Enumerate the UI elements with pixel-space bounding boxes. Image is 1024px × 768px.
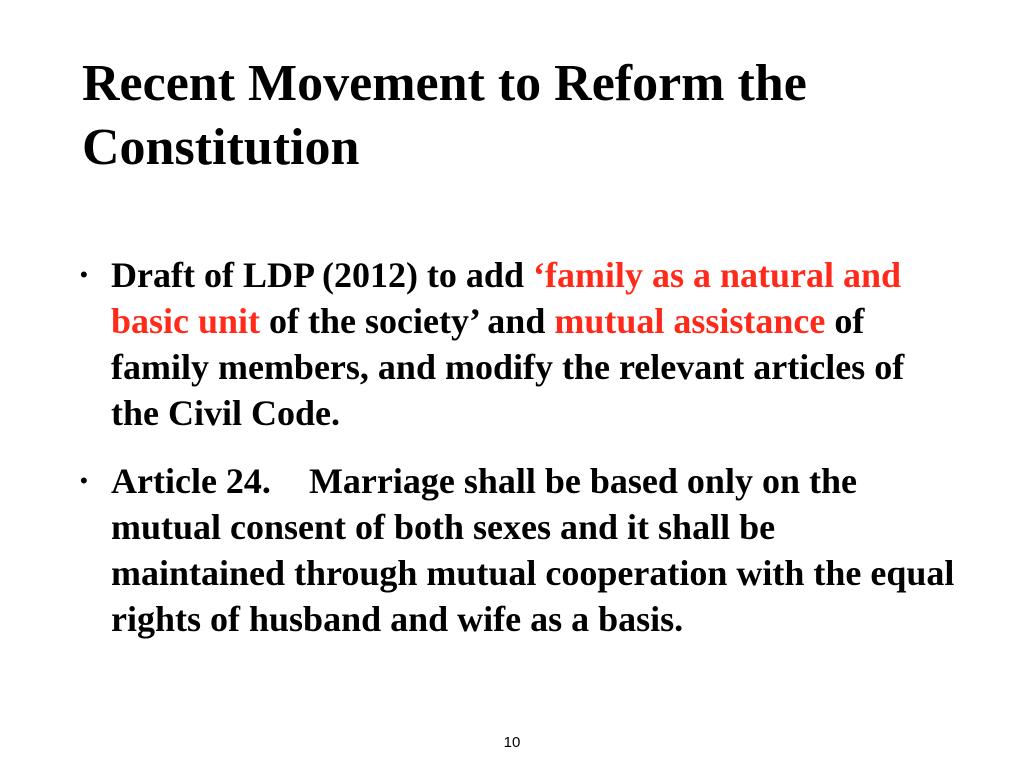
bullet-text: Draft of LDP (2012) to add	[111, 255, 533, 295]
bullet-ldp-draft	[76, 252, 956, 436]
highlight-family-unit: ‘family as a natural and basic unit	[111, 255, 902, 341]
highlight-mutual-assistance: mutual assistance	[554, 301, 826, 341]
bullet-article-24	[76, 458, 956, 642]
bullet-list	[76, 252, 956, 642]
bullet-dot-icon: •	[80, 468, 88, 493]
bullet-dot-icon: •	[80, 262, 88, 287]
page-number: 10	[503, 734, 521, 751]
bullet-text: of family members, and modify the relevant articles of the Civil Code.	[111, 301, 905, 433]
slide-title: Recent Movement to Reform the Constitution	[82, 55, 807, 176]
article-label: Article 24.	[111, 461, 271, 501]
article-text: Marriage shall be based only on the mutual consent of both sexes and it shall be maintained through mutual cooperation with the equal rights of husband and wife as a basis.	[111, 461, 955, 639]
bullet-text: of the society’ and	[260, 301, 555, 341]
